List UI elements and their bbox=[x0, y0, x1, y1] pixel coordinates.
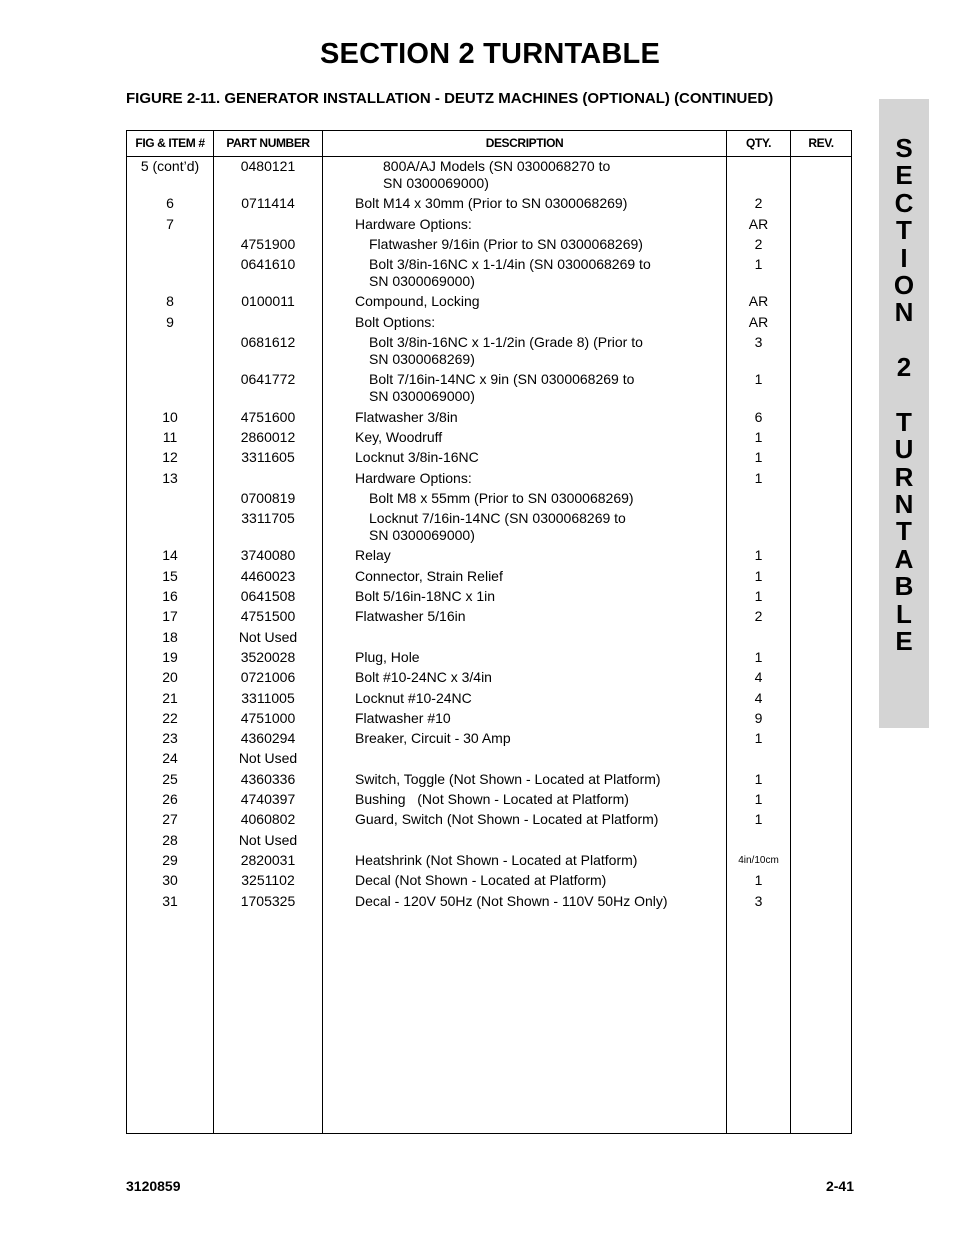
side-tab-letter: 2 bbox=[896, 352, 912, 383]
part-number-cell: 2820031 bbox=[240, 851, 296, 868]
table-row bbox=[127, 371, 851, 408]
part-number-cell: 3740080 bbox=[240, 547, 296, 564]
part-number-cell: 2860012 bbox=[240, 428, 296, 445]
side-tab-letter: S bbox=[895, 133, 913, 163]
part-number-cell: 4360336 bbox=[240, 770, 296, 787]
side-tab-letter: L bbox=[896, 598, 912, 629]
fig-item-cell: 29 bbox=[162, 851, 178, 868]
side-tab-letter: U bbox=[894, 434, 914, 465]
side-tab-letter: B bbox=[894, 571, 914, 602]
side-tab-letter: R bbox=[894, 461, 914, 492]
side-tab-letter: E bbox=[895, 160, 913, 191]
table-row bbox=[127, 832, 851, 852]
table-row bbox=[127, 872, 851, 892]
part-number-cell: 0641772 bbox=[240, 371, 296, 388]
table-row bbox=[127, 314, 851, 334]
section-title: SECTION 2 TURNTABLE bbox=[320, 38, 660, 70]
fig-item-cell: 8 bbox=[166, 293, 174, 310]
part-number-cell: 1705325 bbox=[240, 892, 296, 909]
fig-item-cell: 13 bbox=[162, 469, 178, 486]
side-tab-letter bbox=[879, 327, 929, 354]
table-row bbox=[127, 669, 851, 689]
description-cell: Connector, Strain Relief bbox=[355, 567, 503, 584]
qty-cell: 1 bbox=[754, 730, 763, 747]
description-cell: Bolt 7/16in-14NC x 9in (SN 0300068269 to SN 0300069000) bbox=[369, 371, 635, 405]
description-cell: Locknut 3/8in-16NC bbox=[355, 449, 479, 466]
qty-cell: 1 bbox=[754, 588, 763, 605]
description-cell: Locknut 7/16in-14NC (SN 0300068269 to SN 0300069000) bbox=[369, 510, 626, 544]
qty-cell: 3 bbox=[754, 334, 763, 351]
qty-cell: 1 bbox=[754, 469, 763, 486]
part-number-cell: 4751900 bbox=[240, 235, 296, 252]
qty-cell: 1 bbox=[754, 449, 763, 466]
part-number-cell: 3311705 bbox=[241, 510, 295, 527]
side-tab-letter: I bbox=[900, 242, 908, 273]
part-number-cell: 3251102 bbox=[241, 872, 295, 889]
description-cell: Locknut #10-24NC bbox=[355, 689, 472, 706]
description-cell: Relay bbox=[355, 547, 391, 564]
table-row bbox=[127, 429, 851, 449]
table-row bbox=[127, 730, 851, 750]
qty-cell: 1 bbox=[754, 428, 763, 445]
part-number-cell: 0681612 bbox=[240, 334, 296, 351]
description-cell: Decal - 120V 50Hz (Not Shown - 110V 50Hz Only) bbox=[355, 892, 668, 909]
part-number-cell: 0721006 bbox=[240, 669, 296, 686]
description-cell: Bolt M14 x 30mm (Prior to SN 0300068269) bbox=[355, 195, 628, 212]
part-number-cell: 0641610 bbox=[240, 256, 296, 273]
table-row bbox=[127, 470, 851, 490]
qty-cell: 1 bbox=[754, 371, 763, 388]
description-cell: Hardware Options: bbox=[355, 469, 472, 486]
table-row bbox=[127, 649, 851, 669]
qty-cell: 9 bbox=[754, 709, 763, 726]
table-row bbox=[127, 334, 851, 371]
table-row bbox=[127, 510, 851, 547]
table-row bbox=[127, 216, 851, 236]
description-cell: Guard, Switch (Not Shown - Located at Platform) bbox=[355, 811, 659, 828]
table-row bbox=[127, 547, 851, 567]
fig-item-cell: 25 bbox=[162, 770, 178, 787]
fig-item-cell: 10 bbox=[162, 408, 178, 425]
table-row bbox=[127, 588, 851, 608]
qty-cell: 4 bbox=[754, 689, 763, 706]
table-row bbox=[127, 690, 851, 710]
document-number: 3120859 bbox=[126, 1178, 181, 1194]
description-cell: Bolt 3/8in-16NC x 1-1/4in (SN 0300068269 to SN 0300069000) bbox=[369, 256, 651, 290]
side-tab-letter: N bbox=[894, 489, 914, 520]
qty-cell: 2 bbox=[754, 195, 763, 212]
description-cell: Flatwasher 9/16in (Prior to SN 0300068269) bbox=[369, 235, 643, 252]
side-tab-letter: N bbox=[894, 297, 914, 328]
table-row bbox=[127, 293, 851, 313]
header-qty: QTY. bbox=[745, 136, 772, 150]
side-tab-letter: O bbox=[893, 269, 915, 300]
table-row bbox=[127, 256, 851, 293]
part-number-cell: Not Used bbox=[238, 831, 298, 848]
fig-item-cell: 20 bbox=[162, 669, 178, 686]
side-tab-letter: T bbox=[896, 215, 912, 246]
fig-item-cell: 19 bbox=[162, 648, 178, 665]
fig-item-cell: 12 bbox=[162, 449, 178, 466]
header-description: DESCRIPTION bbox=[485, 136, 564, 150]
header-fig-item: FIG & ITEM # bbox=[135, 136, 205, 150]
part-number-cell: 4751600 bbox=[240, 408, 296, 425]
part-number-cell: 4751500 bbox=[240, 608, 296, 625]
qty-cell: 4 bbox=[754, 669, 763, 686]
fig-item-cell: 26 bbox=[162, 791, 178, 808]
part-number-cell: 0100011 bbox=[241, 293, 295, 310]
part-number-cell: 0700819 bbox=[240, 489, 296, 506]
fig-item-cell: 23 bbox=[162, 730, 178, 747]
side-tab-letter bbox=[879, 382, 929, 409]
fig-item-cell: 14 bbox=[162, 547, 178, 564]
fig-item-cell: 18 bbox=[162, 628, 178, 645]
description-cell: Bolt M8 x 55mm (Prior to SN 0300068269) bbox=[369, 489, 634, 506]
fig-item-cell: 16 bbox=[162, 588, 178, 605]
part-number-cell: 4060802 bbox=[240, 811, 296, 828]
table-row bbox=[127, 852, 851, 872]
table-row bbox=[127, 629, 851, 649]
header-part-number: PART NUMBER bbox=[226, 136, 310, 150]
qty-cell: 4in/10cm bbox=[738, 854, 779, 866]
description-cell: 800A/AJ Models (SN 0300068270 to SN 0300069000) bbox=[383, 158, 611, 191]
fig-item-cell: 22 bbox=[162, 709, 178, 726]
fig-item-cell: 17 bbox=[162, 608, 178, 625]
part-number-cell: 3520028 bbox=[240, 648, 296, 665]
part-number-cell: 0711414 bbox=[241, 195, 295, 212]
description-cell: Heatshrink (Not Shown - Located at Platform) bbox=[355, 851, 638, 868]
table-row bbox=[127, 568, 851, 588]
fig-item-cell: 5 (cont’d) bbox=[140, 158, 200, 174]
description-cell: Bolt 5/16in-18NC x 1in bbox=[355, 588, 496, 605]
table-row bbox=[127, 608, 851, 628]
side-tab-letter: T bbox=[896, 406, 912, 437]
page-number: 2-41 bbox=[825, 1178, 854, 1194]
side-tab-text bbox=[879, 135, 929, 655]
table-row bbox=[127, 710, 851, 730]
description-cell: Plug, Hole bbox=[355, 648, 420, 665]
qty-cell: 1 bbox=[754, 648, 763, 665]
side-tab-letter: E bbox=[895, 626, 913, 657]
part-number-cell: 3311005 bbox=[241, 689, 295, 706]
qty-cell: 2 bbox=[754, 235, 763, 252]
qty-cell: 1 bbox=[754, 791, 763, 808]
qty-cell: 1 bbox=[754, 811, 763, 828]
part-number-cell: 4460023 bbox=[240, 567, 296, 584]
description-cell: Flatwasher 3/8in bbox=[355, 408, 458, 425]
side-tab-letter: A bbox=[894, 543, 914, 574]
table-body bbox=[127, 158, 851, 913]
fig-item-cell: 27 bbox=[162, 811, 178, 828]
part-number-cell: 3311605 bbox=[241, 449, 295, 466]
parts-table bbox=[126, 130, 852, 1134]
header-divider bbox=[127, 156, 851, 157]
qty-cell: 1 bbox=[754, 567, 763, 584]
fig-item-cell: 24 bbox=[162, 750, 178, 767]
qty-cell: 3 bbox=[754, 892, 763, 909]
qty-cell: 6 bbox=[754, 408, 763, 425]
part-number-cell: 0641508 bbox=[240, 588, 296, 605]
qty-cell: 1 bbox=[754, 770, 763, 787]
table-row bbox=[127, 893, 851, 913]
fig-item-cell: 7 bbox=[166, 215, 174, 232]
description-cell: Switch, Toggle (Not Shown - Located at Platform) bbox=[355, 770, 661, 787]
qty-cell: AR bbox=[748, 215, 769, 232]
part-number-cell: 0480121 bbox=[240, 158, 296, 174]
header-rev: REV. bbox=[808, 136, 834, 150]
table-row bbox=[127, 791, 851, 811]
table-row bbox=[127, 449, 851, 469]
table-row bbox=[127, 811, 851, 831]
part-number-cell: Not Used bbox=[238, 628, 298, 645]
table-row bbox=[127, 236, 851, 256]
qty-cell: 1 bbox=[754, 256, 763, 273]
description-cell: Bolt 3/8in-16NC x 1-1/2in (Grade 8) (Prior to SN 0300068269) bbox=[369, 334, 643, 368]
part-number-cell: 4751000 bbox=[240, 709, 296, 726]
fig-item-cell: 6 bbox=[166, 195, 174, 212]
side-tab-letter: C bbox=[894, 187, 914, 218]
part-number-cell: 4360294 bbox=[240, 730, 296, 747]
table-row bbox=[127, 158, 851, 195]
table-row bbox=[127, 195, 851, 215]
fig-item-cell: 21 bbox=[162, 689, 178, 706]
description-cell: Bolt #10-24NC x 3/4in bbox=[355, 669, 492, 686]
part-number-cell: Not Used bbox=[238, 750, 298, 767]
description-cell: Bolt Options: bbox=[355, 313, 436, 330]
description-cell: Flatwasher 5/16in bbox=[355, 608, 466, 625]
part-number-cell: 4740397 bbox=[240, 791, 296, 808]
description-cell: Flatwasher #10 bbox=[355, 709, 451, 726]
side-tab-letter: T bbox=[896, 516, 912, 547]
table-row bbox=[127, 409, 851, 429]
description-cell: Hardware Options: bbox=[355, 215, 472, 232]
description-cell: Key, Woodruff bbox=[355, 428, 443, 445]
table-row bbox=[127, 750, 851, 770]
fig-item-cell: 30 bbox=[162, 872, 178, 889]
qty-cell: AR bbox=[748, 293, 769, 310]
qty-cell: 2 bbox=[754, 608, 763, 625]
fig-item-cell: 11 bbox=[162, 428, 178, 445]
qty-cell: 1 bbox=[754, 872, 763, 889]
table-row bbox=[127, 771, 851, 791]
section-side-tab bbox=[879, 99, 929, 728]
table-row bbox=[127, 490, 851, 510]
fig-item-cell: 9 bbox=[166, 313, 174, 330]
fig-item-cell: 31 bbox=[162, 892, 178, 909]
figure-title: FIGURE 2-11. GENERATOR INSTALLATION - DEUTZ MACHINES (OPTIONAL) (CONTINUED) bbox=[126, 90, 774, 107]
qty-cell: AR bbox=[748, 313, 769, 330]
description-cell: Bushing (Not Shown - Located at Platform) bbox=[355, 791, 629, 808]
description-cell: Breaker, Circuit - 30 Amp bbox=[355, 730, 511, 747]
qty-cell: 1 bbox=[754, 547, 763, 564]
fig-item-cell: 15 bbox=[162, 567, 178, 584]
description-cell: Compound, Locking bbox=[355, 293, 480, 310]
description-cell: Decal (Not Shown - Located at Platform) bbox=[355, 872, 607, 889]
fig-item-cell: 28 bbox=[162, 831, 178, 848]
